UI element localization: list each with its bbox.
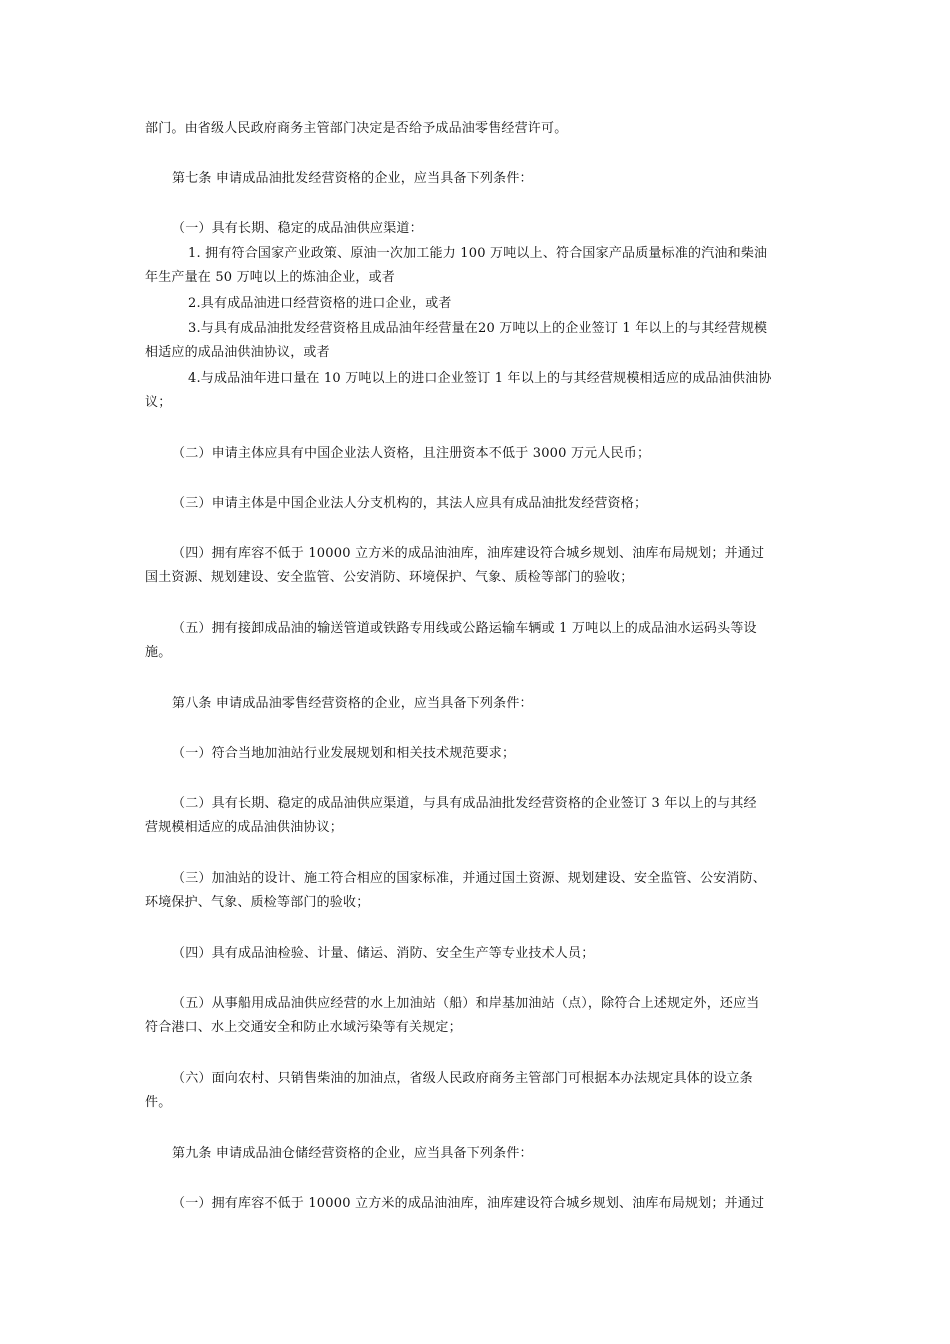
article-heading: 第八条 申请成品油零售经营资格的企业，应当具备下列条件： <box>172 696 533 711</box>
text-line: （四）拥有库容不低于 10000 立方米的成品油油库，油库建设符合城乡规划、油库布局规划；并通过 <box>172 546 765 561</box>
text-line: 件。 <box>145 1095 172 1110</box>
text-line: 国土资源、规划建设、安全监管、公安消防、环境保护、气象、质检等部门的验收； <box>145 570 634 585</box>
text-line: （二）申请主体应具有中国企业法人资格，且注册资本不低于 3000 万元人民币； <box>172 446 651 461</box>
text-line: 部门。由省级人民政府商务主管部门决定是否给予成品油零售经营许可。 <box>145 121 568 136</box>
text-line: 符合港口、水上交通安全和防止水域污染等有关规定； <box>145 1020 462 1035</box>
text-line: 议； <box>145 395 172 410</box>
text-line: 2.具有成品油进口经营资格的进口企业，或者 <box>188 296 452 311</box>
text-line: （一）拥有库容不低于 10000 立方米的成品油油库，油库建设符合城乡规划、油库布局规划；并通过 <box>172 1196 765 1211</box>
text-line: 4.与成品油年进口量在 10 万吨以上的进口企业签订 1 年以上的与其经营规模相适应的成品油供油协 <box>188 371 772 386</box>
text-line: （五）从事船用成品油供应经营的水上加油站（船）和岸基加油站（点），除符合上述规定外，还应当 <box>172 996 760 1011</box>
article-heading: 第九条 申请成品油仓储经营资格的企业，应当具备下列条件： <box>172 1146 533 1161</box>
text-line: （一）符合当地加油站行业发展规划和相关技术规范要求； <box>172 746 516 761</box>
text-line: 1. 拥有符合国家产业政策、原油一次加工能力 100 万吨以上、符合国家产品质量标准的汽油和柴油 <box>188 246 768 261</box>
text-line: 相适应的成品油供油协议，或者 <box>145 345 330 360</box>
text-line: （二）具有长期、稳定的成品油供应渠道，与具有成品油批发经营资格的企业签订 3 年以上的与其经 <box>172 796 757 811</box>
text-line: （五）拥有接卸成品油的输送管道或铁路专用线或公路运输车辆或 1 万吨以上的成品油水运码头等设 <box>172 621 757 636</box>
text-line: （三）申请主体是中国企业法人分支机构的，其法人应具有成品油批发经营资格； <box>172 496 648 511</box>
text-line: 年生产量在 50 万吨以上的炼油企业，或者 <box>145 270 396 285</box>
article-heading: 第七条 申请成品油批发经营资格的企业，应当具备下列条件： <box>172 171 533 186</box>
text-line: （一）具有长期、稳定的成品油供应渠道： <box>172 221 423 236</box>
text-line: （四）具有成品油检验、计量、储运、消防、安全生产等专业技术人员； <box>172 946 595 961</box>
text-line: 营规模相适应的成品油供油协议； <box>145 820 344 835</box>
text-line: 环境保护、气象、质检等部门的验收； <box>145 895 370 910</box>
text-line: 施。 <box>145 645 172 660</box>
text-line: （三）加油站的设计、施工符合相应的国家标准，并通过国土资源、规划建设、安全监管、公安消防、 <box>172 871 767 886</box>
text-line: （六）面向农村、只销售柴油的加油点，省级人民政府商务主管部门可根据本办法规定具体的设立条 <box>172 1071 753 1086</box>
text-line: 3.与具有成品油批发经营资格且成品油年经营量在20 万吨以上的企业签订 1 年以上的与其经营规模 <box>188 321 768 336</box>
